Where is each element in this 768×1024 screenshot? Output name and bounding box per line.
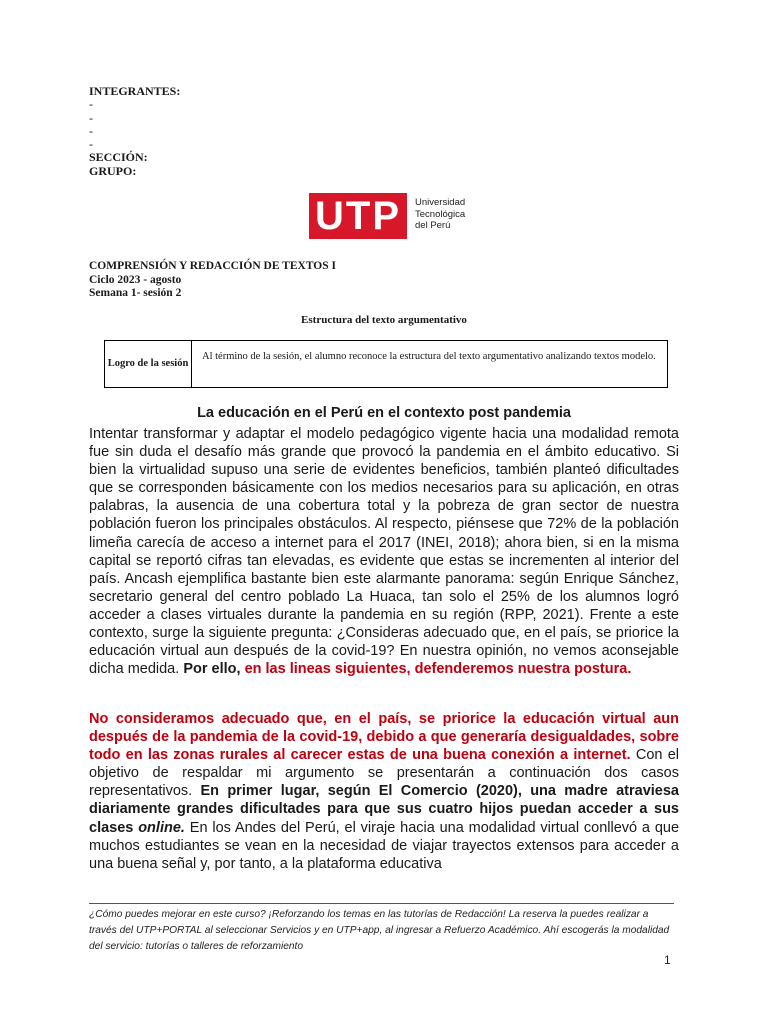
logro-label: Logro de la sesión <box>105 341 192 387</box>
utp-name-line: Universidad <box>415 197 466 208</box>
grupo-label: GRUPO: <box>89 163 137 178</box>
online-emphasis: online. <box>138 819 185 836</box>
essay-title: La educación en el Perú en el contexto post pandemia <box>197 405 571 421</box>
footer-note: ¿Cómo puedes mejorar en este curso? ¡Reforzando los temas en las tutorías de Redacción! La reserva la puedes realizar a través del UTP+PORTAL al seleccionar Servicios y en UTP+app, al ingresar a Refuerzo Académico. Ahí escogerás la modalidad del servicio: tutorías o talleres de reforzamiento <box>89 909 670 952</box>
utp-logo-name <box>415 197 465 232</box>
integrantes-block <box>89 85 180 178</box>
paragraph-text: Intentar transformar y adaptar el modelo pedagógico vigente hacia una modalidad remota fue sin duda el desafío más grande que provocó la pandemia en el ámbito educativo. Si bien la virtualidad supuso una serie de evidentes beneficios, también planteó dificultades que se corresponden básicamente con los medios necesarios para su aplicación, en otras palabras, la ausencia de una cobertura total y la pobreza de gran sector de nuestra población fueron los principales obstáculos. Al respecto, piénsese que 72% de la población limeña carecía de acceso a internet para el 2017 (INEI, 2018); ahora bien, si en la misma capital se reportó cifras tan elevadas, es evidente que estas se incrementen al interior del país. Ancash ejemplifica bastante bien este alarmante panorama: según Enrique Sánchez, secretario general del centro poblado La Huaca, tan solo el 25% de los alumnos logró acceder a clases virtuales durante la pandemia en su región (RPP, 2021). Frente a este contexto, surge la siguiente pregunta: ¿Consideras adecuado que, en el país, se priorice la educación virtual aun después de la covid-19? En nuestra opinión, no vemos aconsejable dicha medida. <box>89 426 679 678</box>
integrante-dash: - <box>89 137 93 152</box>
course-title: COMPRENSIÓN Y REDACCIÓN DE TEXTOS I <box>89 260 336 272</box>
footer-divider <box>89 903 674 904</box>
logro-text: Al término de la sesión, el alumno reconoce la estructura del texto argumentativo analizando textos modelo. <box>202 351 656 362</box>
argument-one: En primer lugar, según El Comercio (2020), una madre atraviesa diariamente grandes dificultades para que sus cuatro hijos puedan acceder a sus clases <box>89 783 680 836</box>
seccion-label: SECCIÓN: <box>89 150 148 165</box>
utp-name-line: Tecnológica <box>415 208 466 220</box>
course-cycle: Ciclo 2023 - agosto <box>89 273 182 286</box>
course-info <box>89 260 336 301</box>
page-number: 1 <box>664 953 671 967</box>
logro-table <box>104 340 668 388</box>
utp-name-line: del Perú <box>415 220 451 231</box>
integrantes-label: INTEGRANTES: <box>89 84 181 98</box>
integrante-dash: - <box>89 123 93 138</box>
course-week: Semana 1- sesión 2 <box>89 287 182 299</box>
paragraph-text: Con el objetivo de respaldar mi argumento se presentarán a continuación dos casos representativos. <box>89 747 680 800</box>
structure-title: Estructura del texto argumentativo <box>301 314 467 326</box>
thesis-announcement: en las lineas siguientes, defenderemos nuestra postura. <box>244 661 632 678</box>
integrante-dash: - <box>89 110 93 125</box>
essay-paragraph-2 <box>89 710 679 873</box>
essay-paragraph-1 <box>89 425 679 678</box>
utp-logo <box>309 193 469 239</box>
paragraph-text: En los Andes del Perú, el viraje hacia una modalidad virtual conllevó a que muchos estudiantes se vean en la necesidad de viajar trayectos extensos para acceder a una buena señal y, por tanto, a la plataforma educativa <box>89 819 680 872</box>
bold-phrase: Por ello, <box>183 661 241 678</box>
integrante-dash: - <box>89 97 93 112</box>
utp-logo-letters: UTP <box>315 194 401 238</box>
thesis-statement: No consideramos adecuado que, en el país, se priorice la educación virtual aun después de la pandemia de la covid-19, debido a que generaría desigualdades, sobre todo en las zonas rurales al carecer estas de una buena conexión a internet. <box>89 711 679 764</box>
